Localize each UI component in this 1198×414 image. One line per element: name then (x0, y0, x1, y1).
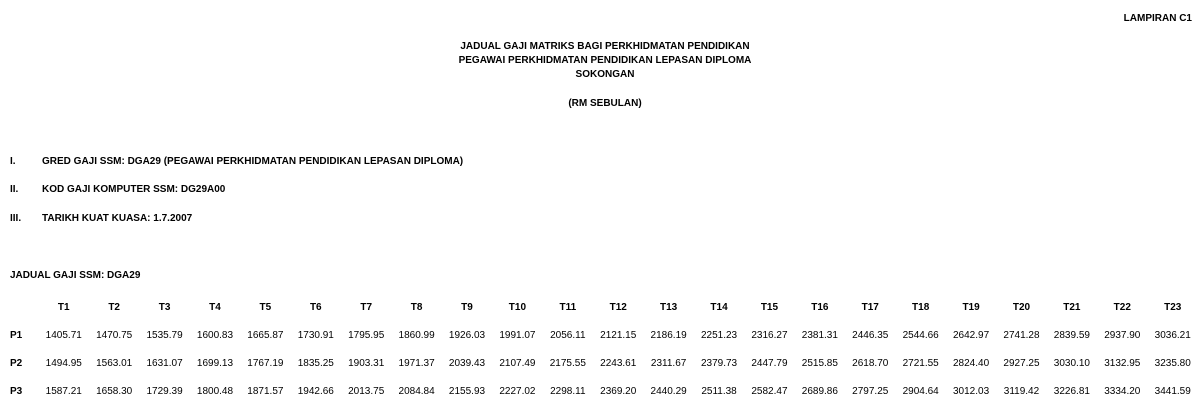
salary-cell: 2186.19 (650, 329, 687, 341)
salary-cell: 3036.21 (1154, 329, 1191, 341)
salary-cell: 3334.20 (1104, 385, 1141, 397)
salary-table (4, 293, 1198, 405)
salary-cell: 1470.75 (96, 329, 133, 341)
salary-cell: 2582.47 (751, 385, 788, 397)
salary-cell: 1658.30 (96, 385, 133, 397)
row-label: P2 (10, 357, 23, 369)
salary-cell: 2689.86 (801, 385, 838, 397)
column-header-t10: T10 (508, 301, 527, 313)
info-number: III. (10, 213, 22, 224)
salary-cell: 3030.10 (1053, 357, 1090, 369)
salary-cell: 1730.91 (297, 329, 334, 341)
salary-cell: 1903.31 (348, 357, 385, 369)
salary-cell: 2039.43 (448, 357, 486, 369)
title-line-2: PEGAWAI PERKHIDMATAN PENDIDIKAN LEPASAN DIPLOMA (458, 55, 752, 66)
salary-cell: 2316.27 (751, 329, 788, 341)
salary-cell: 1535.79 (146, 329, 183, 341)
salary-cell: 3226.81 (1053, 385, 1090, 397)
salary-cell: 2544.66 (902, 329, 939, 341)
table-row (4, 321, 1198, 349)
column-header-t11: T11 (559, 301, 577, 313)
column-header-t9: T9 (461, 301, 473, 313)
column-header-t20: T20 (1012, 301, 1031, 313)
salary-cell: 1871.57 (247, 385, 284, 397)
salary-cell: 1942.66 (297, 385, 334, 397)
salary-cell: 2937.90 (1104, 329, 1141, 341)
salary-cell: 2121.15 (600, 329, 637, 341)
salary-cell: 2243.61 (600, 357, 637, 369)
table-row (4, 377, 1198, 405)
column-header-t18: T18 (912, 301, 930, 313)
column-header-t13: T13 (660, 301, 678, 313)
salary-cell: 2155.93 (448, 385, 486, 397)
column-header-t7: T7 (360, 301, 373, 313)
info-number: I. (10, 156, 16, 167)
table-header-row (4, 293, 1198, 321)
salary-cell: 2440.29 (650, 385, 687, 397)
table-row (4, 349, 1198, 377)
salary-cell: 2904.64 (902, 385, 939, 397)
row-label: P1 (10, 329, 23, 341)
salary-cell: 1699.13 (196, 357, 234, 369)
column-header-t23: T23 (1164, 301, 1182, 313)
column-header-t16: T16 (811, 301, 829, 313)
salary-cell: 3012.03 (952, 385, 990, 397)
salary-cell: 2227.02 (499, 385, 536, 397)
salary-cell: 1835.25 (297, 357, 334, 369)
column-header-t1: T1 (57, 301, 70, 313)
salary-cell: 2741.28 (1003, 329, 1040, 341)
column-header-t19: T19 (962, 301, 980, 313)
salary-cell: 1563.01 (96, 357, 133, 369)
title-line-3: SOKONGAN (575, 69, 635, 80)
salary-cell: 2824.40 (952, 357, 990, 369)
salary-cell: 1767.19 (247, 357, 284, 369)
column-header-t8: T8 (410, 301, 423, 313)
salary-cell: 2447.79 (751, 357, 788, 369)
column-header-t5: T5 (259, 301, 272, 313)
salary-cell: 2013.75 (348, 385, 385, 397)
column-header-t3: T3 (158, 301, 171, 313)
salary-cell: 1860.99 (398, 329, 435, 341)
salary-cell: 2797.25 (852, 385, 889, 397)
salary-cell: 1600.83 (196, 329, 234, 341)
salary-cell: 3441.59 (1154, 385, 1191, 397)
salary-cell: 2298.11 (550, 385, 586, 397)
table-corner-cell (4, 293, 39, 321)
salary-cell: 1494.95 (45, 357, 82, 369)
unit-note: (RM SEBULAN) (568, 98, 642, 109)
info-row-grade (10, 156, 463, 167)
salary-cell: 2084.84 (398, 385, 435, 397)
table-title: JADUAL GAJI SSM: DGA29 (10, 270, 141, 281)
salary-cell: 3119.42 (1003, 385, 1040, 397)
column-header-t2: T2 (108, 301, 120, 313)
salary-cell: 2511.38 (701, 385, 737, 397)
salary-cell: 1587.21 (45, 385, 82, 397)
salary-cell: 2251.23 (700, 329, 738, 341)
salary-cell: 2056.11 (550, 329, 586, 341)
column-header-t21: T21 (1063, 301, 1081, 313)
salary-cell: 2369.20 (600, 385, 637, 397)
column-header-t22: T22 (1113, 301, 1131, 313)
salary-cell: 2381.31 (801, 329, 838, 341)
salary-cell: 1729.39 (146, 385, 183, 397)
salary-cell: 3132.95 (1104, 357, 1141, 369)
salary-cell: 2175.55 (549, 357, 586, 369)
salary-cell: 2311.67 (650, 357, 687, 369)
salary-cell: 1991.07 (499, 329, 536, 341)
salary-cell: 1926.03 (448, 329, 486, 341)
salary-cell: 2107.49 (499, 357, 536, 369)
column-header-t12: T12 (609, 301, 627, 313)
salary-cell: 2927.25 (1003, 357, 1040, 369)
info-row-code (10, 184, 225, 195)
column-header-t14: T14 (710, 301, 728, 313)
appendix-label: LAMPIRAN C1 (1123, 13, 1192, 24)
info-text: GRED GAJI SSM: DGA29 (PEGAWAI PERKHIDMATAN PENDIDIKAN LEPASAN DIPLOMA) (42, 156, 464, 167)
salary-cell: 2642.97 (952, 329, 990, 341)
salary-cell: 1800.48 (196, 385, 234, 397)
info-row-date (10, 213, 192, 224)
salary-cell: 3235.80 (1154, 357, 1191, 369)
salary-cell: 1665.87 (247, 329, 284, 341)
column-header-t4: T4 (209, 301, 221, 313)
salary-cell: 1405.71 (45, 329, 82, 341)
salary-cell: 2379.73 (700, 357, 738, 369)
info-number: II. (10, 184, 19, 195)
salary-cell: 1971.37 (398, 357, 435, 369)
column-header-t6: T6 (309, 301, 322, 313)
column-header-t17: T17 (861, 301, 879, 313)
title-line-1: JADUAL GAJI MATRIKS BAGI PERKHIDMATAN PENDIDIKAN (460, 41, 750, 52)
salary-cell: 2446.35 (852, 329, 889, 341)
row-label: P3 (10, 385, 23, 397)
salary-cell: 1795.95 (348, 329, 385, 341)
info-text: KOD GAJI KOMPUTER SSM: DG29A00 (42, 184, 226, 195)
salary-cell: 2839.59 (1053, 329, 1090, 341)
salary-cell: 2618.70 (852, 357, 889, 369)
salary-cell: 2515.85 (801, 357, 838, 369)
salary-cell: 2721.55 (902, 357, 939, 369)
salary-cell: 1631.07 (146, 357, 183, 369)
column-header-t15: T15 (760, 301, 779, 313)
info-text: TARIKH KUAT KUASA: 1.7.2007 (42, 213, 193, 224)
